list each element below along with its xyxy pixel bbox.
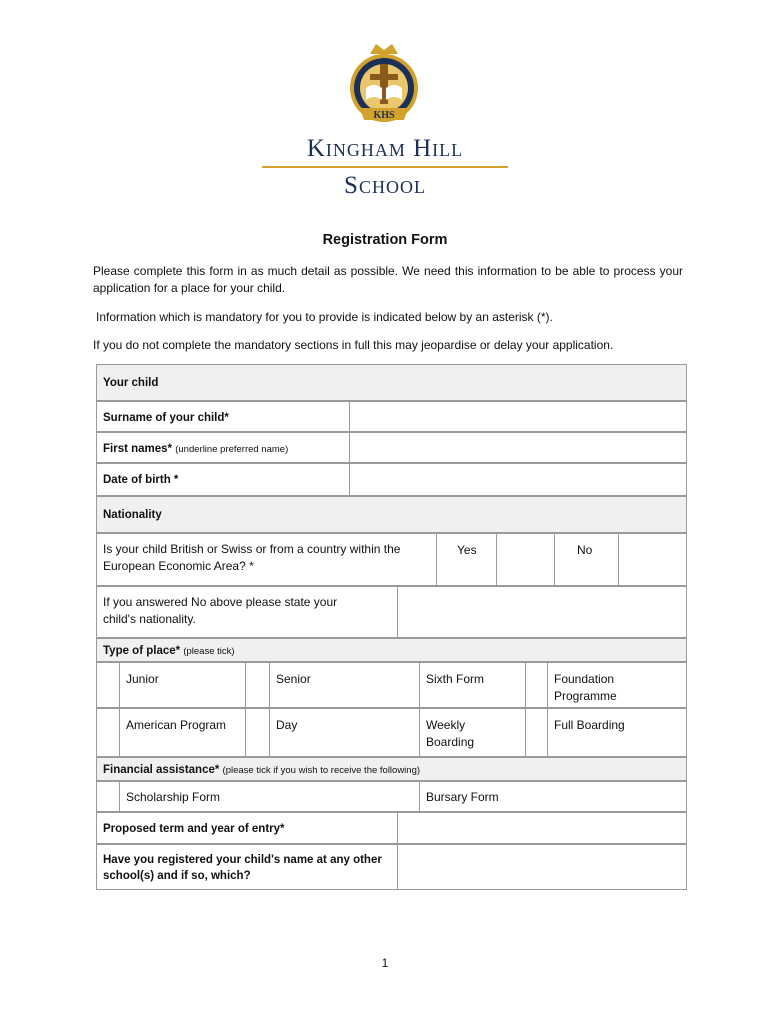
place-foundation-checkbox[interactable] <box>525 663 547 707</box>
first-names-label: First names* <box>103 443 173 455</box>
first-names-note: (underline preferred name) <box>175 444 289 455</box>
surname-field[interactable] <box>349 402 686 431</box>
section-financial <box>96 757 687 781</box>
place-day-checkbox[interactable] <box>245 709 269 756</box>
section-heading-your-child: Your child <box>103 377 159 389</box>
intro-paragraph-3: If you do not complete the mandatory sections in full this may jeopardise or delay your application. <box>93 338 614 352</box>
nationality-field[interactable] <box>397 587 686 637</box>
nationality-followup-label: If you answered No above please state your child's nationality. <box>103 595 338 626</box>
place-full-boarding-checkbox[interactable] <box>525 709 547 756</box>
bursary-form-label: Bursary Form <box>426 790 499 804</box>
section-nationality <box>96 496 687 533</box>
proposed-term-field[interactable] <box>397 813 686 843</box>
section-heading-type-of-place: Type of place* <box>103 645 181 657</box>
financial-row <box>96 781 687 812</box>
other-schools-row <box>96 844 687 890</box>
place-option-sixth-form: Sixth Form <box>426 672 485 686</box>
dob-row <box>96 463 687 496</box>
gold-rule <box>262 166 508 168</box>
surname-label: Surname of your child* <box>103 412 229 424</box>
section-your-child <box>96 364 687 401</box>
page-number: 1 <box>381 956 389 970</box>
proposed-term-label: Proposed term and year of entry* <box>103 823 285 835</box>
nationality-followup-row <box>96 586 687 638</box>
nationality-question-row <box>96 533 687 586</box>
section-type-of-place <box>96 638 687 662</box>
nationality-yes-checkbox[interactable] <box>496 534 554 585</box>
form-title: Registration Form <box>322 232 448 248</box>
other-schools-label: Have you registered your child's name at any other school(s) and if so, which? <box>103 854 382 882</box>
school-crest-icon <box>346 42 422 126</box>
section-heading-financial: Financial assistance* <box>103 764 220 776</box>
surname-row <box>96 401 687 432</box>
nationality-no-label: No <box>577 543 593 557</box>
place-option-day: Day <box>276 718 298 732</box>
intro-paragraph-1: Please complete this form in as much detail as possible. We need this information to be able to process your application for a place for your child. <box>93 264 683 295</box>
nationality-no-checkbox[interactable] <box>618 534 686 585</box>
place-row-2 <box>96 708 687 757</box>
nationality-yes-label: Yes <box>457 543 477 557</box>
first-names-field[interactable] <box>349 433 686 462</box>
svg-text:KHS: KHS <box>373 110 395 121</box>
place-option-american: American Program <box>126 718 227 732</box>
scholarship-form-label: Scholarship Form <box>126 790 221 804</box>
school-name-line2: School <box>344 172 426 199</box>
school-name <box>262 134 508 200</box>
place-option-junior: Junior <box>126 672 159 686</box>
dob-field[interactable] <box>349 464 686 495</box>
place-american-checkbox[interactable] <box>97 709 119 756</box>
proposed-term-row <box>96 812 687 844</box>
place-senior-checkbox[interactable] <box>245 663 269 707</box>
other-schools-field[interactable] <box>397 845 686 889</box>
place-option-senior: Senior <box>276 672 311 686</box>
place-option-weekly-boarding: Weekly Boarding <box>426 718 475 749</box>
school-name-line1: Kingham Hill <box>306 135 464 162</box>
scholarship-checkbox[interactable] <box>97 782 119 811</box>
nationality-question: Is your child British or Swiss or from a country within the European Economic Area? * <box>103 542 401 573</box>
first-names-row <box>96 432 687 463</box>
place-option-full-boarding: Full Boarding <box>554 718 625 732</box>
dob-label: Date of birth * <box>103 474 179 486</box>
type-of-place-note: (please tick) <box>183 646 235 657</box>
section-heading-nationality: Nationality <box>103 509 162 521</box>
intro-paragraph-2: Information which is mandatory for you to provide is indicated below by an asterisk (*). <box>96 310 553 324</box>
financial-note: (please tick if you wish to receive the following) <box>222 765 421 776</box>
place-option-foundation: Foundation Programme <box>554 672 617 703</box>
place-row-1 <box>96 662 687 708</box>
place-junior-checkbox[interactable] <box>97 663 119 707</box>
